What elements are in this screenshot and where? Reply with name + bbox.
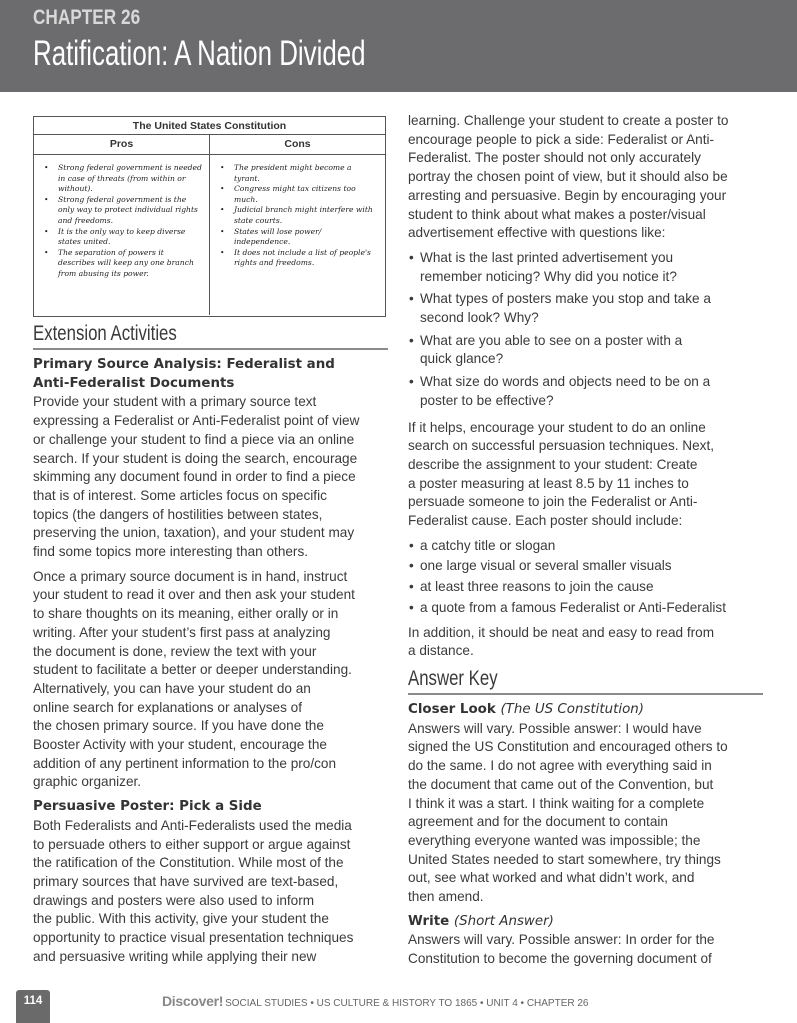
pros-item: • The separation of powers it describes will keep any one branch from abusing its power. [40,248,203,280]
primary-source-paragraph-1 [33,393,388,561]
text-line: to share thoughts on its meaning, either orally or in [33,606,339,622]
text-line: signed the US Constitution and encouraged others to [408,739,728,755]
text-line: or challenge your student to find a piece via an online [33,431,355,447]
text-line: primary sources that have survived are text-based, [33,873,339,889]
text-line: agreement and for the document to contain [408,814,668,830]
text-line: If it helps, encourage your student to do an online [408,419,706,435]
answer-key-heading: Answer Key [408,666,498,690]
poster-requirements-list [408,537,766,618]
text-line: a distance. [408,643,474,659]
closer-look-title [408,701,766,720]
text-line: quick glance? [420,351,504,367]
text-line: Answers will vary. Possible answer: I would have [408,720,702,736]
closer-look-subtitle: (The US Constitution) [500,701,644,717]
text-line: skimming any document found in order to find a piece [33,469,356,485]
pros-cell [34,155,210,315]
cons-item: • States will lose power/ independence. [216,227,379,248]
text-line: the ratification of the Constitution. While most of the [33,855,344,871]
persuasive-poster-paragraph-3 [408,624,766,661]
section-divider [408,693,763,695]
text-line: Constitution to become the governing document of [408,951,712,967]
cons-cell [210,155,385,315]
table-body [34,155,385,315]
requirement-item: • a catchy title or slogan [408,537,766,556]
persuasive-poster-title: Persuasive Poster: Pick a Side [33,799,262,815]
text-line: • What types of posters make you stop and take a [420,291,711,307]
text-line: opportunity to practice visual presentation techniques [33,930,354,946]
closer-look-answer [408,720,766,907]
table-header-row [34,135,385,155]
text-line: second look? Why? [420,310,539,326]
text-line: arresting and persuasive. Begin by encouraging your [408,187,727,203]
requirement-item: • at least three reasons to join the cause [408,578,766,597]
brand-logo: Discover! [162,993,224,1009]
primary-source-title-line2: Anti-Federalist Documents [33,375,235,391]
text-line: the document that came out of the Convention, but [408,776,714,792]
text-line: drawings and posters were also used to inform [33,892,315,908]
text-line: Provide your student with a primary source text [33,394,317,410]
text-line: Both Federalists and Anti-Federalists used the media [33,817,352,833]
text-line: find some topics more interesting than others. [33,544,309,560]
text-line: the public. With this activity, give your student the [33,911,329,927]
poster-questions-list [408,249,766,411]
cons-item: • It does not include a list of people's rights and freedoms. [216,248,379,269]
text-line: persuade someone to join the Federalist or Anti- [408,494,698,510]
text-line: • What are you able to see on a poster with a [420,332,683,348]
question-item [408,332,766,369]
text-line: expressing a Federalist or Anti-Federalist point of view [33,413,360,429]
requirement-item: • one large visual or several smaller visuals [408,557,766,576]
text-line: a poster measuring at least 8.5 by 11 inches to [408,475,689,491]
text-line: describe the assignment to your student: Create [408,456,698,472]
text-line: Federalist cause. Each poster should include: [408,513,683,529]
persuasive-poster-paragraph-1 [33,817,388,967]
column-header-cons: Cons [284,138,311,150]
text-line: then amend. [408,889,484,905]
footer-text: SOCIAL STUDIES • US CULTURE & HISTORY TO 1865 • UNIT 4 • CHAPTER 26 [225,998,589,1009]
text-line: your student to read it over and then ask your student [33,587,355,603]
pros-item: • Strong federal government is the only way to protect individual rights and freedoms. [40,195,203,227]
write-label: Write [408,913,450,929]
closer-look-label: Closer Look [408,701,496,717]
table-title: The United States Constitution [34,117,385,135]
text-line: portray the chosen point of view, but it should also be [408,169,728,185]
text-line: writing. After your student’s first pass at analyzing [33,624,331,640]
text-line: do the same. I do not agree with everything said in [408,758,712,774]
text-line: Booster Activity with your student, encourage the [33,737,327,753]
text-line: the chosen primary source. If you have done the [33,718,324,734]
text-line: Answers will vary. Possible answer: In order for the [408,932,715,948]
chapter-title: Ratification: A Nation Divided [33,34,366,73]
text-line: search. If your student is doing the search, encourage [33,450,358,466]
question-item [408,290,766,327]
text-line: In addition, it should be neat and easy to read from [408,624,715,640]
text-line: encourage people to pick a side: Federalist or Anti- [408,131,715,147]
question-item [408,373,766,410]
text-line: student to facilitate a better or deeper understanding. [33,662,352,678]
text-line: I think it was a start. I think waiting for a complete [408,795,705,811]
write-answer [408,931,766,968]
extension-activities-heading: Extension Activities [33,322,177,345]
pros-item: • Strong federal government is needed in case of threats (from within or without). [40,163,203,195]
persuasive-poster-paragraph-2 [408,419,766,531]
text-line: remember noticing? Why did you notice it? [420,268,677,284]
text-line: graphic organizer. [33,774,142,790]
text-line: to persuade others to either support or argue against [33,836,351,852]
column-header-pros: Pros [34,135,210,154]
cons-item: • The president might become a tyrant. [216,163,379,184]
left-column [33,322,388,967]
text-line: the document is done, review the text with your [33,643,317,659]
text-line: Federalist. The poster should not only accurately [408,150,701,166]
text-line: search on successful persuasion techniques. Next, [408,438,715,454]
requirement-item: • a quote from a famous Federalist or Anti-Federalist [408,599,766,618]
text-line: United States needed to start somewhere, try things [408,851,721,867]
write-subtitle: (Short Answer) [453,913,554,929]
text-line: student to think about what makes a poster/visual [408,206,706,222]
text-line: topics (the dangers of hostilities between states, [33,506,323,522]
section-divider [33,348,388,350]
question-item [408,249,766,286]
text-line: advertisement effective with questions like: [408,225,666,241]
cons-item: • Judicial branch might interfere with state courts. [216,205,379,226]
text-line: addition of any pertinent information to the pro/con [33,755,337,771]
text-line: that is of interest. Some articles focus on specific [33,487,327,503]
primary-source-paragraph-2 [33,568,388,792]
text-line: out, see what worked and what didn’t work, and [408,870,695,886]
text-line: and persuasive writing while applying their new [33,948,317,964]
chapter-label: CHAPTER 26 [33,6,141,29]
right-column [408,112,766,969]
cons-item: • Congress might tax citizens too much. [216,184,379,205]
persuasive-poster-paragraph-1-continued [408,112,766,243]
text-line: online search for explanations or analyses of [33,699,303,715]
page-number-badge: 114 [16,990,50,1023]
text-line: Once a primary source document is in hand, instruct [33,568,348,584]
text-line: preserving the union, taxation), and your student may [33,525,355,541]
text-line: Alternatively, you can have your student do an [33,680,311,696]
text-line: • What size do words and objects need to be on a [420,374,711,390]
text-line: poster to be effective? [420,392,554,408]
chapter-header [0,0,797,92]
primary-source-title-line1: Primary Source Analysis: Federalist and [33,357,335,372]
text-line: • What is the last printed advertisement you [420,249,674,265]
pros-cons-table [33,116,386,317]
footer-running-title [162,993,589,1009]
pros-item: • It is the only way to keep diverse states united. [40,227,203,248]
cons-list [216,163,379,269]
text-line: learning. Challenge your student to create a poster to [408,113,729,128]
write-title [408,913,766,932]
pros-list [40,163,203,280]
text-line: everything everyone wanted was impossible; the [408,832,701,848]
